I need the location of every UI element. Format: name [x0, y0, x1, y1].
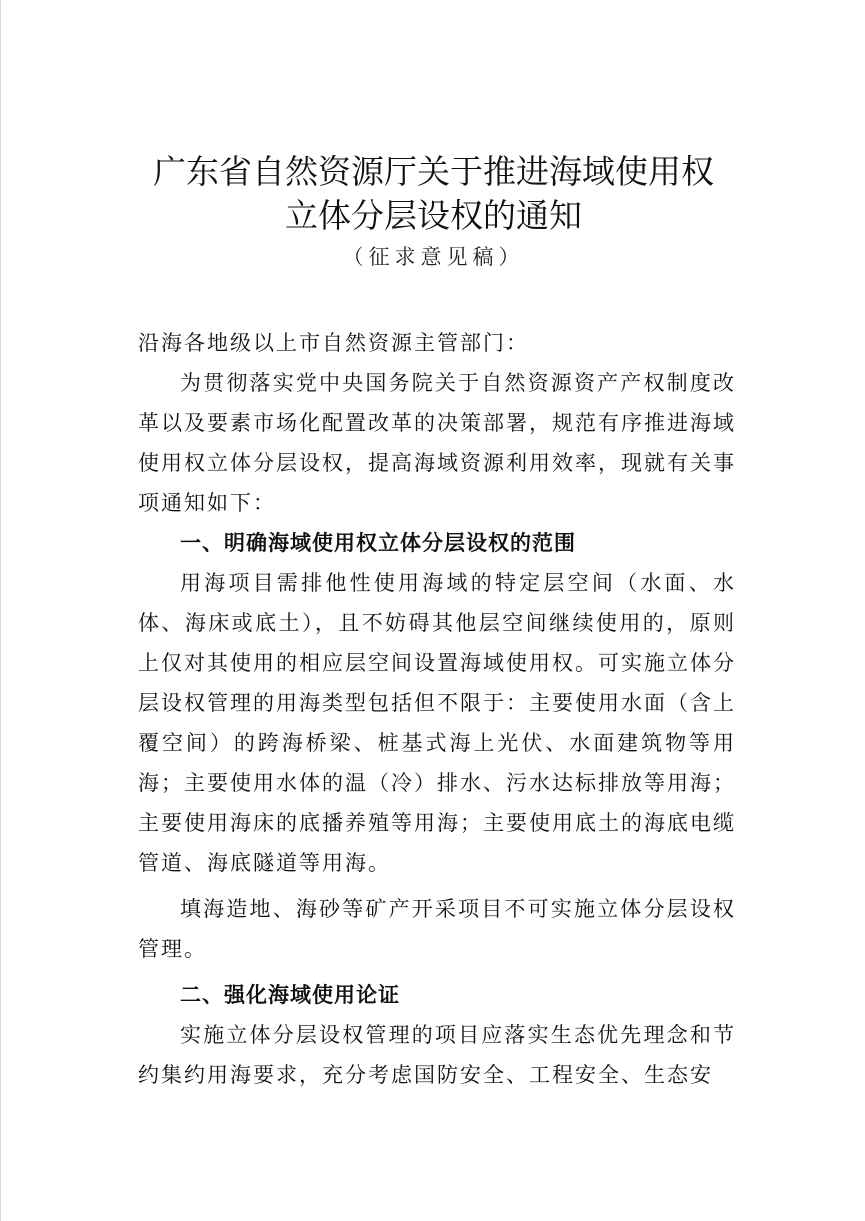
- section-2-paragraph-1: 实施立体分层设权管理的项目应落实生态优先理念和节约集约用海要求，充分考虑国防安全、工程安全、生态安: [138, 1023, 736, 1087]
- document-body: [138, 323, 736, 1095]
- salutation: 沿海各地级以上市自然资源主管部门：: [138, 331, 529, 355]
- document-subtitle: （征求意见稿）: [342, 245, 525, 269]
- section-1-paragraph-2: 填海造地、海砂等矿产开采项目不可实施立体分层设权管理。: [138, 897, 736, 961]
- document-title-line-1: 广东省自然资源厅关于推进海域使用权: [153, 152, 714, 191]
- section-2-heading: 二、强化海域使用论证: [180, 983, 400, 1007]
- document-title-line-2: 立体分层设权的通知: [285, 196, 582, 235]
- section-1-paragraph-1: 用海项目需排他性使用海域的特定层空间（水面、水体、海床或底土），且不妨碍其他层空间继续使用的，原则上仅对其使用的相应层空间设置海域使用权。可实施立体分层设权管理的用海类型包括但不限于：主要使用水面（含上覆空间）的跨海桥梁、桩基式海上光伏、水面建筑物等用海；主要使用水体的温（冷）排水、污水达标排放等用海；主要使用海床的底播养殖等用海；主要使用底土的海底电缆管道、海底隧道等用海。: [138, 571, 736, 875]
- section-1-heading: 一、明确海域使用权立体分层设权的范围: [180, 531, 576, 555]
- intro-paragraph: 为贯彻落实党中央国务院关于自然资源资产产权制度改革以及要素市场化配置改革的决策部署，规范有序推进海域使用权立体分层设权，提高海域资源利用效率，现就有关事项通知如下：: [138, 371, 736, 515]
